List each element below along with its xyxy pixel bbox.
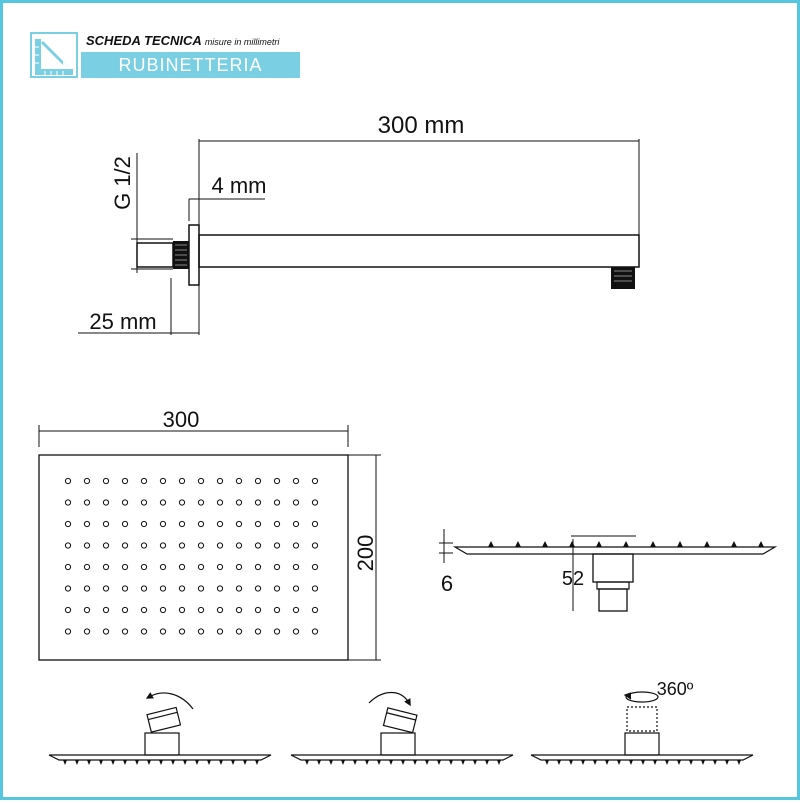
rotation-label: 360º [656, 679, 694, 699]
flange-label: 4 mm [211, 173, 267, 198]
depth-label: 25 mm [89, 309, 157, 334]
rotation-labels [3, 3, 800, 803]
head-width-label: 300 [162, 407, 200, 432]
arm-length-label: 300 mm [377, 112, 465, 139]
thread-label: G 1/2 [110, 156, 135, 210]
header-subtitle: misure in millimetri [204, 37, 280, 47]
header-title-text: SCHEDA TECNICA [86, 33, 202, 48]
head-height-label: 200 [353, 534, 378, 572]
thickness-label: 6 [440, 571, 454, 596]
connector-label: 52 [561, 568, 585, 590]
category-band: RUBINETTERIA [81, 52, 300, 78]
